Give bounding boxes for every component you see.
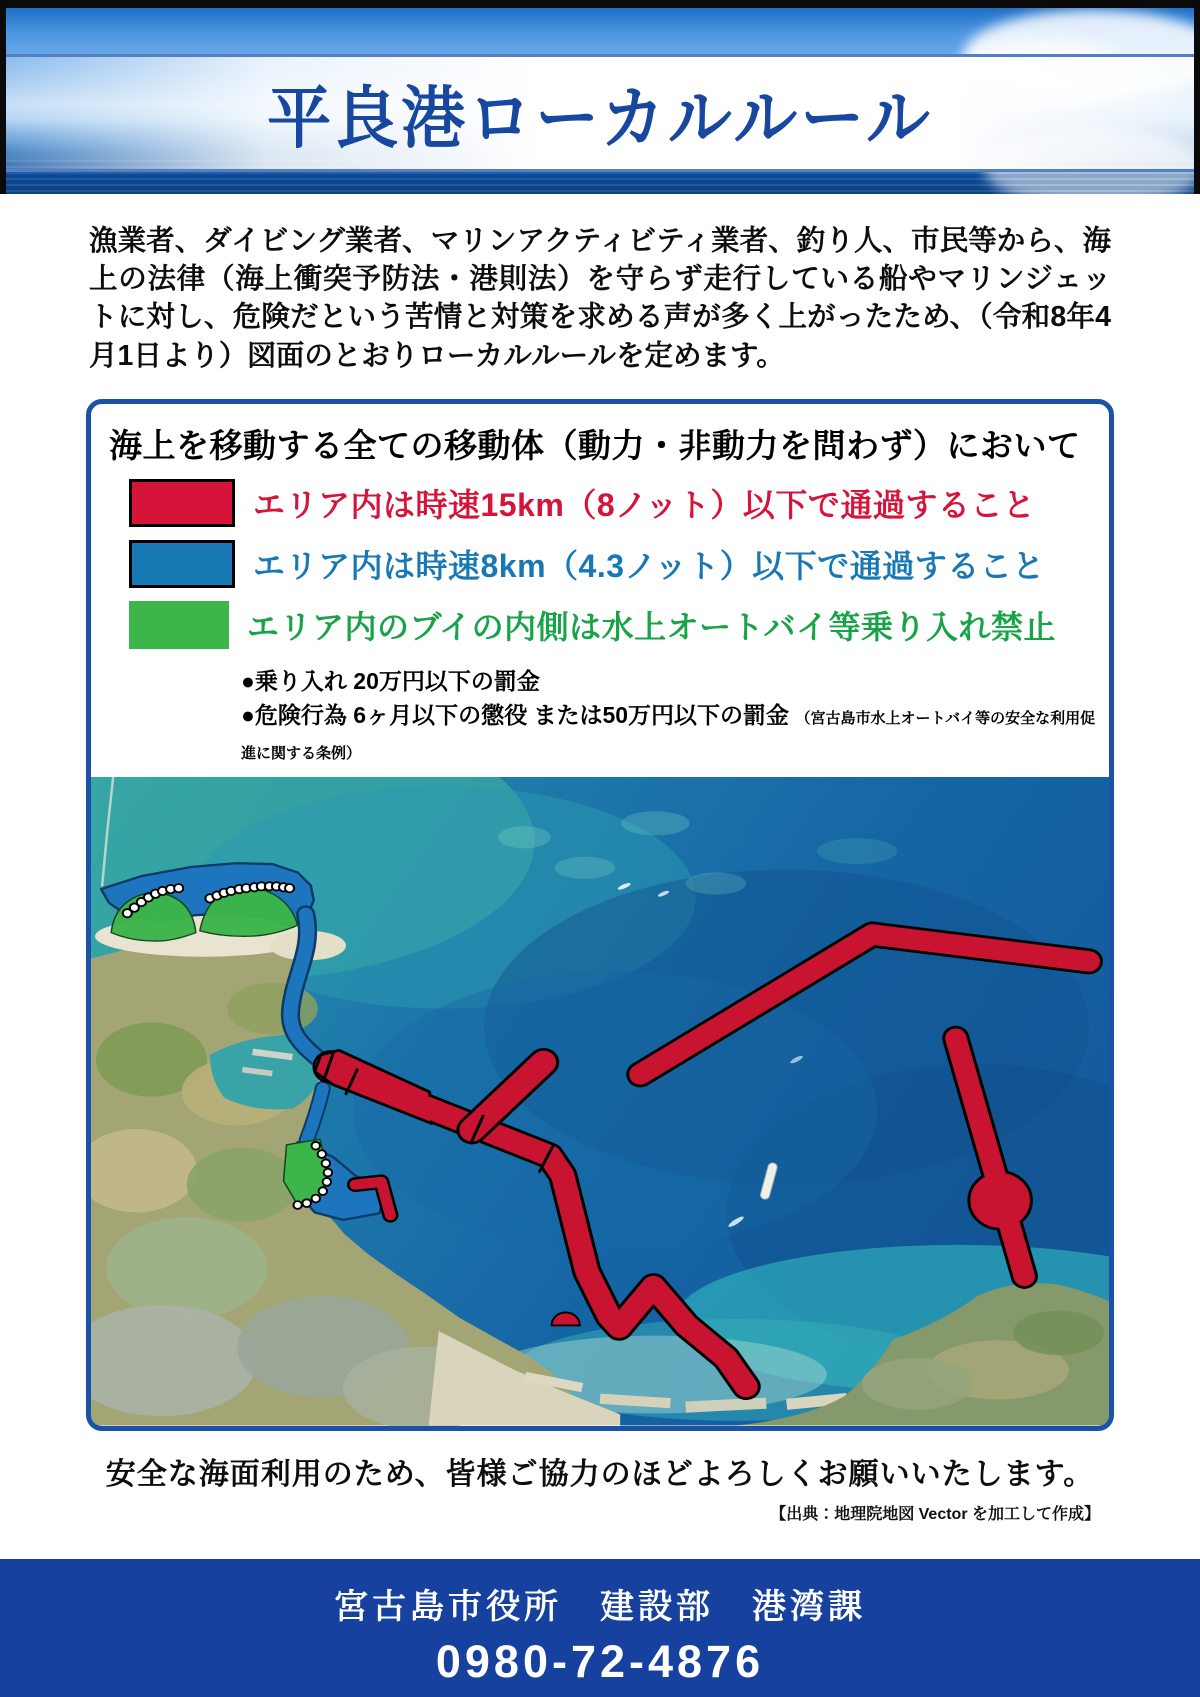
blue-zone-swatch (129, 540, 235, 588)
source-credit: 【出典：地理院地図 Vector を加工して作成】 (770, 1505, 1100, 1523)
rules-box (86, 399, 1114, 1431)
red-zone-swatch (129, 479, 235, 527)
penalty-item (241, 664, 1109, 699)
page-title: 平良港ローカルルール (267, 80, 933, 157)
green-zone-swatch (129, 601, 229, 649)
penalty-item (241, 698, 1109, 767)
footer (0, 1559, 1200, 1697)
safety-caption: 安全な海面利用のため、皆様ご協力のほどよろしくお願いいたします。 (105, 1457, 1095, 1491)
port-map-svg (91, 777, 1109, 1426)
intro-text: 漁業者、ダイビング業者、マリンアクティビティ業者、釣り人、市民等から、海上の法律（海上衝突予防法・港則法）を守らず走行している船やマリンジェットに対し、危険だという苦情と対策を求める声が多く上がったため、（令和8年4月1日より）図面のとおりローカルルールを定めます。 (89, 225, 1111, 372)
rule-row-blue (129, 540, 1109, 588)
rules-heading: 海上を移動する全ての移動体（動力・非動力を問わず）において (109, 426, 1081, 464)
penalty-note: （宮古島市水上オートバイ等の安全な利用促進に関する条例） (241, 710, 1096, 762)
rule-label-green: エリア内のブイの内側は水上オートバイ等乗り入れ禁止 (247, 608, 1056, 645)
page-top-edge (0, 0, 1200, 8)
rule-row-red (129, 479, 1109, 527)
rule-label-red: エリア内は時速15km（8ノット）以下で通過すること (253, 486, 1036, 523)
office-name: 宮古島市役所 建設部 港湾課 (334, 1588, 866, 1626)
rule-row-green (129, 601, 1109, 649)
penalty-text: ●危険行為 6ヶ月以下の懲役 または50万円以下の罰金 (241, 702, 790, 729)
penalty-text: ●乗り入れ 20万円以下の罰金 (241, 667, 540, 694)
title-band (6, 54, 1194, 172)
phone-number: 0980-72-4876 (435, 1636, 765, 1687)
rule-label-blue: エリア内は時速8km（4.3ノット）以下で通過すること (253, 547, 1045, 584)
hero-banner (0, 8, 1200, 194)
penalty-list (241, 664, 1109, 768)
port-map (91, 777, 1109, 1426)
